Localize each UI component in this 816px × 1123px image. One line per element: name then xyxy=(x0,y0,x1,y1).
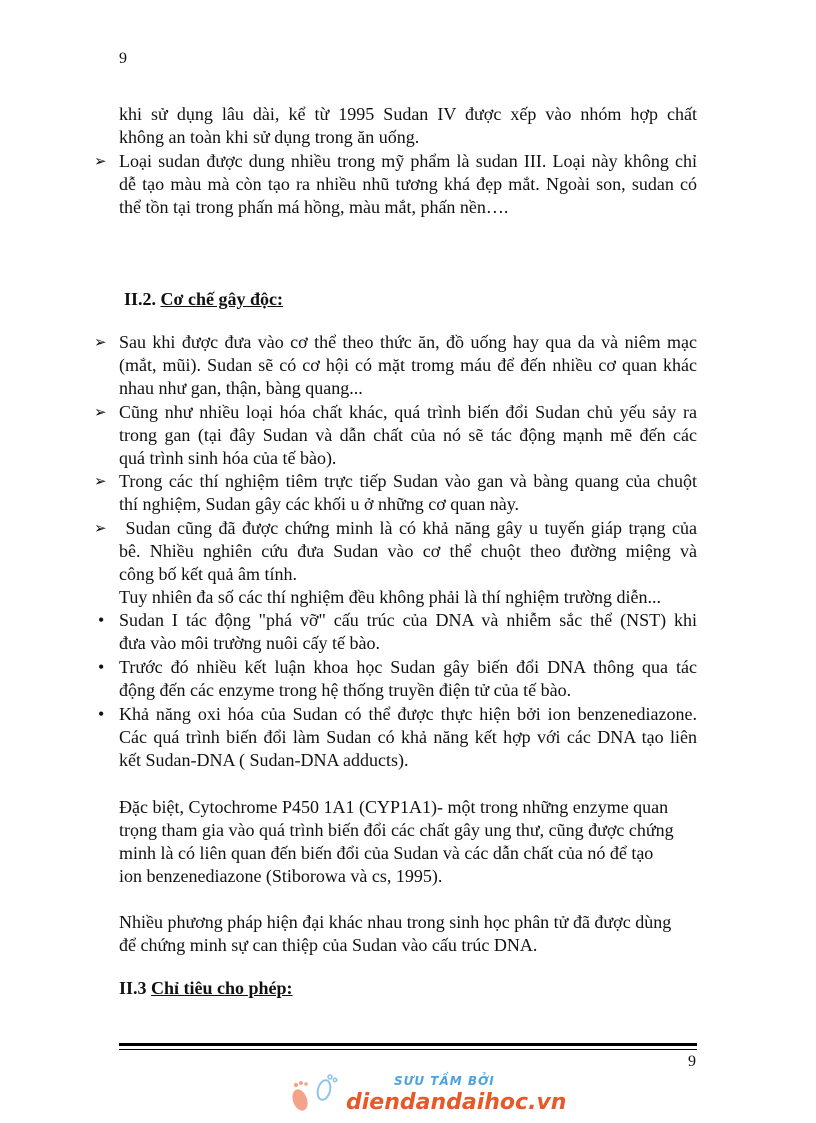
intro-line-1: khi sử dụng lâu dài, kể từ 1995 Sudan IV được xếp vào nhóm hợp chất xyxy=(119,104,697,124)
intro-line-2: không an toàn khi sử dụng trong ăn uống. xyxy=(119,127,420,147)
cosmetics-line-2: dễ tạo màu mà còn tạo ra nhiều nhũ tương khá đẹp mắt. Ngoài son, sudan có xyxy=(119,174,697,194)
heading-title: Chỉ tiêu cho phép: xyxy=(151,978,293,998)
dna-item-2-line-1: Trước đó nhiều kết luận khoa học Sudan gây biến đổi DNA thông qua tác xyxy=(119,657,697,677)
dna-item-1-line-2: đưa vào môi trường nuôi cấy tế bào. xyxy=(119,633,380,653)
bullet-dot-icon: • xyxy=(98,657,105,677)
mechanism-item-4-line-1: Sudan cũng đã được chứng minh là có khả năng gây u tuyến giáp trạng của xyxy=(119,518,697,538)
mechanism-item-1-line-3: nhau như gan, thận, bàng quang... xyxy=(119,378,363,398)
heading-number: II.2. xyxy=(124,289,157,309)
methods-para-line-2: để chứng minh sự can thiệp của Sudan vào cấu trúc DNA. xyxy=(119,935,538,955)
mechanism-item-1-line-1: Sau khi được đưa vào cơ thể theo thức ăn, đồ uống hay qua da và niêm mạc xyxy=(119,332,697,352)
mechanism-item-2-line-1: Cũng như nhiều loại hóa chất khác, quá trình biến đổi Sudan chủ yếu sảy ra xyxy=(119,402,697,422)
watermark xyxy=(286,1068,567,1118)
arrow-bullet-icon: ➢ xyxy=(94,152,107,170)
dna-item-1-line-1: Sudan I tác động "phá vỡ" cấu trúc của DNA và nhiễm sắc thể (NST) khi xyxy=(119,610,697,630)
section-heading-2-3 xyxy=(119,977,293,999)
mechanism-item-4-line-3: công bố kết quả âm tính. xyxy=(119,564,297,584)
arrow-bullet-icon: ➢ xyxy=(94,519,107,537)
watermark-big-text: diendandaihoc.vn xyxy=(346,1090,567,1115)
page-number-bottom: 9 xyxy=(688,1053,696,1070)
footer-rule-thin xyxy=(119,1049,697,1050)
cosmetics-line-1: Loại sudan được dung nhiều trong mỹ phẩm là sudan III. Loại này không chỉ xyxy=(119,151,697,171)
page-number-top: 9 xyxy=(119,50,127,67)
mechanism-item-3-line-2: thí nghiệm, Sudan gây các khối u ở những cơ quan này. xyxy=(119,494,520,514)
footer-rule-thick xyxy=(119,1043,697,1046)
section-heading-2-2 xyxy=(124,288,283,310)
mechanism-item-3-line-1: Trong các thí nghiệm tiêm trực tiếp Sudan vào gan và bàng quang của chuột xyxy=(119,471,697,491)
arrow-bullet-icon: ➢ xyxy=(94,472,107,490)
cyp-para-line-2: trọng tham gia vào quá trình biến đổi các chất gây ung thư, cũng được chứng xyxy=(119,820,674,840)
cyp-para-line-4: ion benzenediazone (Stiborowa và cs, 1995). xyxy=(119,866,443,886)
arrow-bullet-icon: ➢ xyxy=(94,403,107,421)
mechanism-item-4-line-2: bê. Nhiều nghiên cứu đưa Sudan vào cơ thể chuột theo đường miệng và xyxy=(119,541,697,561)
mechanism-item-2-line-2: trong gan (tại đây Sudan và dẫn chất của nó sẽ tác động mạnh mẽ đến các xyxy=(119,425,697,445)
mechanism-item-1-line-2: (mắt, mũi). Sudan sẽ có cơ hội có mặt tromg máu để đến nhiều cơ quan khác xyxy=(119,355,697,375)
cosmetics-line-3: thể tồn tại trong phấn má hồng, màu mắt, phấn nền…. xyxy=(119,197,509,217)
footprints-logo-icon xyxy=(286,1070,344,1116)
mechanism-item-2-line-3: quá trình sinh hóa của tế bào). xyxy=(119,448,337,468)
heading-title: Cơ chế gây độc: xyxy=(160,289,283,309)
dna-item-3-line-3: kết Sudan-DNA ( Sudan-DNA adducts). xyxy=(119,750,409,770)
arrow-bullet-icon: ➢ xyxy=(94,333,107,351)
watermark-small-text: SƯU TẦM BỞI xyxy=(394,1074,495,1088)
cyp-para-line-1: Đặc biệt, Cytochrome P450 1A1 (CYP1A1)- một trong những enzyme quan xyxy=(119,797,669,817)
bullet-dot-icon: • xyxy=(98,704,105,724)
dna-item-3-line-2: Các quá trình biến đổi làm Sudan có khả năng kết hợp với các DNA tạo liên xyxy=(119,727,697,747)
bullet-dot-icon: • xyxy=(98,610,105,630)
mechanism-item-4-line-4: Tuy nhiên đa số các thí nghiệm đều không phải là thí nghiệm trường diễn... xyxy=(119,587,662,607)
dna-item-3-line-1: Khả năng oxi hóa của Sudan có thể được thực hiện bởi ion benzenediazone. xyxy=(119,704,697,724)
heading-number: II.3 xyxy=(119,978,147,998)
methods-para-line-1: Nhiều phương pháp hiện đại khác nhau trong sinh học phân tử đã được dùng xyxy=(119,912,672,932)
dna-item-2-line-2: động đến các enzyme trong hệ thống truyền điện tử của tế bào. xyxy=(119,680,572,700)
cyp-para-line-3: minh là có liên quan đến biến đổi của Sudan và các dẫn chất của nó để tạo xyxy=(119,843,654,863)
